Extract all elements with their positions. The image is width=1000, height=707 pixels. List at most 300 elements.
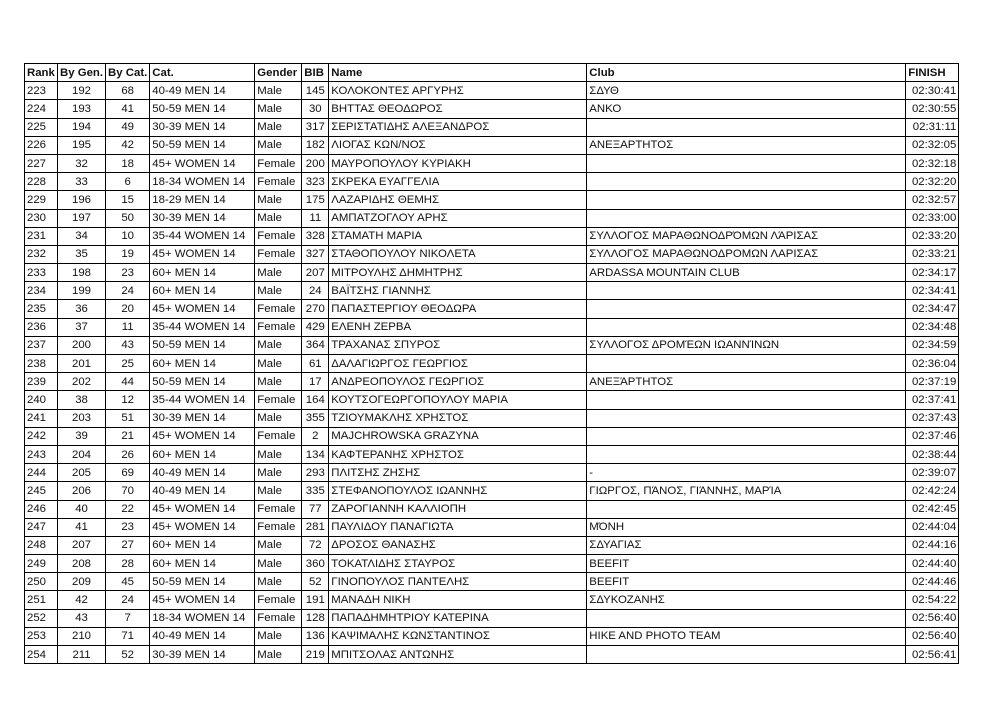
rank-cell: 227 xyxy=(25,154,58,172)
bib-cell: 335 xyxy=(302,482,329,500)
gender-cell: Male xyxy=(255,373,302,391)
finish-time-cell: 02:37:41 xyxy=(906,391,959,409)
finish-time-cell: 02:56:40 xyxy=(906,609,959,627)
by-category-cell: 6 xyxy=(106,173,150,191)
finish-time-cell: 02:33:00 xyxy=(906,209,959,227)
club-cell: BEEFIT xyxy=(587,555,906,573)
header-gender: Gender xyxy=(255,64,302,82)
table-row xyxy=(25,609,959,627)
finish-time-cell: 02:32:05 xyxy=(906,136,959,154)
club-cell xyxy=(587,191,906,209)
by-category-cell: 69 xyxy=(106,464,150,482)
finish-time-cell: 02:31:11 xyxy=(906,118,959,136)
header-category: Cat. xyxy=(150,64,255,82)
by-gender-cell: 196 xyxy=(58,191,106,209)
by-category-cell: 23 xyxy=(106,264,150,282)
finish-time-cell: 02:54:22 xyxy=(906,591,959,609)
gender-cell: Male xyxy=(255,445,302,463)
club-cell xyxy=(587,173,906,191)
finish-time-cell: 02:37:46 xyxy=(906,427,959,445)
by-category-cell: 70 xyxy=(106,482,150,500)
gender-cell: Female xyxy=(255,518,302,536)
by-category-cell: 52 xyxy=(106,646,150,664)
bib-cell: 17 xyxy=(302,373,329,391)
runner-name-cell: ΖΑΡΟΓΙΑΝΝΗ ΚΑΛΛΙΟΠΗ xyxy=(329,500,587,518)
finish-time-cell: 02:42:45 xyxy=(906,500,959,518)
by-gender-cell: 35 xyxy=(58,245,106,263)
table-row xyxy=(25,336,959,354)
gender-cell: Female xyxy=(255,500,302,518)
runner-name-cell: ΔΑΛΑΓΙΩΡΓΟΣ ΓΕΩΡΓΙΟΣ xyxy=(329,355,587,373)
by-gender-cell: 33 xyxy=(58,173,106,191)
runner-name-cell: ΚΟΛΟΚΟΝΤΕΣ ΑΡΓΥΡΗΣ xyxy=(329,82,587,100)
runner-name-cell: ΕΛΕΝΗ ΖΕΡΒΑ xyxy=(329,318,587,336)
by-gender-cell: 207 xyxy=(58,536,106,554)
bib-cell: 281 xyxy=(302,518,329,536)
rank-cell: 249 xyxy=(25,555,58,573)
rank-cell: 226 xyxy=(25,136,58,154)
table-row xyxy=(25,409,959,427)
by-category-cell: 68 xyxy=(106,82,150,100)
table-row xyxy=(25,591,959,609)
gender-cell: Male xyxy=(255,336,302,354)
club-cell: ΓΙΩΡΓΟΣ, ΠΆΝΟΣ, ΓΙΆΝΝΗΣ, ΜΑΡΊΑ xyxy=(587,482,906,500)
table-row xyxy=(25,245,959,263)
finish-time-cell: 02:33:20 xyxy=(906,227,959,245)
bib-cell: 72 xyxy=(302,536,329,554)
by-gender-cell: 194 xyxy=(58,118,106,136)
rank-cell: 240 xyxy=(25,391,58,409)
club-cell: BEEFIT xyxy=(587,573,906,591)
rank-cell: 250 xyxy=(25,573,58,591)
runner-name-cell: ΣΕΡΙΣΤΑΤΙΔΗΣ ΑΛΕΞΑΝΔΡΟΣ xyxy=(329,118,587,136)
finish-time-cell: 02:56:40 xyxy=(906,627,959,645)
category-cell: 45+ WOMEN 14 xyxy=(150,591,255,609)
gender-cell: Male xyxy=(255,100,302,118)
bib-cell: 328 xyxy=(302,227,329,245)
by-gender-cell: 192 xyxy=(58,82,106,100)
rank-cell: 254 xyxy=(25,646,58,664)
club-cell: ΑΝΕΞΑΡΤΗΤΟΣ xyxy=(587,136,906,154)
category-cell: 18-29 MEN 14 xyxy=(150,191,255,209)
rank-cell: 241 xyxy=(25,409,58,427)
by-gender-cell: 195 xyxy=(58,136,106,154)
by-gender-cell: 42 xyxy=(58,591,106,609)
header-finish: FINISH xyxy=(906,64,959,82)
gender-cell: Male xyxy=(255,282,302,300)
category-cell: 30-39 MEN 14 xyxy=(150,118,255,136)
club-cell xyxy=(587,209,906,227)
by-gender-cell: 37 xyxy=(58,318,106,336)
bib-cell: 270 xyxy=(302,300,329,318)
table-row xyxy=(25,573,959,591)
by-gender-cell: 38 xyxy=(58,391,106,409)
category-cell: 40-49 MEN 14 xyxy=(150,464,255,482)
bib-cell: 317 xyxy=(302,118,329,136)
by-category-cell: 15 xyxy=(106,191,150,209)
by-category-cell: 20 xyxy=(106,300,150,318)
bib-cell: 145 xyxy=(302,82,329,100)
by-gender-cell: 209 xyxy=(58,573,106,591)
gender-cell: Male xyxy=(255,536,302,554)
table-row xyxy=(25,100,959,118)
rank-cell: 245 xyxy=(25,482,58,500)
runner-name-cell: ΣΤΑΘΟΠΟΥΛΟΥ ΝΙΚΟΛΕΤΑ xyxy=(329,245,587,263)
runner-name-cell: ΜΑΥΡΟΠΟΥΛΟΥ ΚΥΡΙΑΚΗ xyxy=(329,154,587,172)
by-gender-cell: 203 xyxy=(58,409,106,427)
category-cell: 35-44 WOMEN 14 xyxy=(150,227,255,245)
runner-name-cell: ΤΟΚΑΤΛΙΔΗΣ ΣΤΑΥΡΟΣ xyxy=(329,555,587,573)
runner-name-cell: ΣΤΑΜΑΤΗ ΜΑΡΙΑ xyxy=(329,227,587,245)
gender-cell: Female xyxy=(255,391,302,409)
header-bib: BIB xyxy=(302,64,329,82)
runner-name-cell: ΛΑΖΑΡΙΔΗΣ ΘΕΜΗΣ xyxy=(329,191,587,209)
bib-cell: 360 xyxy=(302,555,329,573)
runner-name-cell: MAJCHROWSKA GRAZYNA xyxy=(329,427,587,445)
rank-cell: 239 xyxy=(25,373,58,391)
rank-cell: 252 xyxy=(25,609,58,627)
category-cell: 30-39 MEN 14 xyxy=(150,409,255,427)
category-cell: 35-44 WOMEN 14 xyxy=(150,318,255,336)
bib-cell: 323 xyxy=(302,173,329,191)
gender-cell: Female xyxy=(255,300,302,318)
by-gender-cell: 208 xyxy=(58,555,106,573)
results-table xyxy=(24,63,959,664)
category-cell: 30-39 MEN 14 xyxy=(150,646,255,664)
club-cell: ΑΝΚΟ xyxy=(587,100,906,118)
rank-cell: 238 xyxy=(25,355,58,373)
by-gender-cell: 210 xyxy=(58,627,106,645)
table-row xyxy=(25,646,959,664)
category-cell: 35-44 WOMEN 14 xyxy=(150,391,255,409)
bib-cell: 52 xyxy=(302,573,329,591)
table-row xyxy=(25,500,959,518)
by-gender-cell: 202 xyxy=(58,373,106,391)
category-cell: 60+ MEN 14 xyxy=(150,555,255,573)
by-category-cell: 51 xyxy=(106,409,150,427)
runner-name-cell: ΠΑΠΑΔΗΜΗΤΡΙΟΥ ΚΑΤΕΡΙΝΑ xyxy=(329,609,587,627)
bib-cell: 355 xyxy=(302,409,329,427)
finish-time-cell: 02:44:16 xyxy=(906,536,959,554)
header-club: Club xyxy=(587,64,906,82)
bib-cell: 293 xyxy=(302,464,329,482)
bib-cell: 429 xyxy=(302,318,329,336)
by-gender-cell: 40 xyxy=(58,500,106,518)
by-category-cell: 71 xyxy=(106,627,150,645)
finish-time-cell: 02:33:21 xyxy=(906,245,959,263)
runner-name-cell: ΠΑΥΛΙΔΟΥ ΠΑΝΑΓΙΩΤΑ xyxy=(329,518,587,536)
category-cell: 30-39 MEN 14 xyxy=(150,209,255,227)
runner-name-cell: ΓΙΝΟΠΟΥΛΟΣ ΠΑΝΤΕΛΗΣ xyxy=(329,573,587,591)
table-row xyxy=(25,464,959,482)
category-cell: 60+ MEN 14 xyxy=(150,355,255,373)
runner-name-cell: ΒΗΤΤΑΣ ΘΕΟΔΩΡΟΣ xyxy=(329,100,587,118)
table-row xyxy=(25,373,959,391)
table-row xyxy=(25,227,959,245)
header-rank: Rank xyxy=(25,64,58,82)
club-cell xyxy=(587,118,906,136)
by-category-cell: 23 xyxy=(106,518,150,536)
by-category-cell: 27 xyxy=(106,536,150,554)
club-cell: ΣΥΛΛΟΓΟΣ ΜΑΡΑΘΩΝΟΔΡΌΜΩΝ ΛΆΡΙΣΑΣ xyxy=(587,227,906,245)
club-cell xyxy=(587,355,906,373)
by-gender-cell: 32 xyxy=(58,154,106,172)
by-gender-cell: 41 xyxy=(58,518,106,536)
club-cell xyxy=(587,500,906,518)
bib-cell: 200 xyxy=(302,154,329,172)
finish-time-cell: 02:30:55 xyxy=(906,100,959,118)
gender-cell: Female xyxy=(255,154,302,172)
category-cell: 50-59 MEN 14 xyxy=(150,336,255,354)
club-cell: HIKE AND PHOTO TEAM xyxy=(587,627,906,645)
rank-cell: 236 xyxy=(25,318,58,336)
runner-name-cell: ΚΟΥΤΣΟΓΕΩΡΓΟΠΟΥΛΟΥ ΜΑΡΙΑ xyxy=(329,391,587,409)
rank-cell: 232 xyxy=(25,245,58,263)
category-cell: 45+ WOMEN 14 xyxy=(150,300,255,318)
bib-cell: 191 xyxy=(302,591,329,609)
rank-cell: 242 xyxy=(25,427,58,445)
table-row xyxy=(25,482,959,500)
finish-time-cell: 02:44:40 xyxy=(906,555,959,573)
gender-cell: Female xyxy=(255,173,302,191)
table-row xyxy=(25,518,959,536)
bib-cell: 30 xyxy=(302,100,329,118)
runner-name-cell: ΚΑΦΤΕΡΑΝΗΣ ΧΡΗΣΤΟΣ xyxy=(329,445,587,463)
club-cell xyxy=(587,609,906,627)
gender-cell: Male xyxy=(255,646,302,664)
finish-time-cell: 02:34:17 xyxy=(906,264,959,282)
rank-cell: 225 xyxy=(25,118,58,136)
bib-cell: 182 xyxy=(302,136,329,154)
runner-name-cell: ΜΙΤΡΟΥΛΗΣ ΔΗΜΗΤΡΗΣ xyxy=(329,264,587,282)
category-cell: 60+ MEN 14 xyxy=(150,264,255,282)
category-cell: 60+ MEN 14 xyxy=(150,282,255,300)
finish-time-cell: 02:39:07 xyxy=(906,464,959,482)
category-cell: 60+ MEN 14 xyxy=(150,445,255,463)
by-category-cell: 25 xyxy=(106,355,150,373)
rank-cell: 246 xyxy=(25,500,58,518)
bib-cell: 24 xyxy=(302,282,329,300)
by-gender-cell: 198 xyxy=(58,264,106,282)
club-cell: ΣΔΥΑΓΙΑΣ xyxy=(587,536,906,554)
table-row xyxy=(25,154,959,172)
gender-cell: Male xyxy=(255,627,302,645)
by-category-cell: 41 xyxy=(106,100,150,118)
club-cell: ΣΥΛΛΟΓΟΣ ΜΑΡΑΘΩΝΟΔΡΟΜΩΝ ΛΑΡΙΣΑΣ xyxy=(587,245,906,263)
gender-cell: Male xyxy=(255,209,302,227)
by-category-cell: 21 xyxy=(106,427,150,445)
finish-time-cell: 02:32:20 xyxy=(906,173,959,191)
table-row xyxy=(25,627,959,645)
finish-time-cell: 02:44:04 xyxy=(906,518,959,536)
rank-cell: 251 xyxy=(25,591,58,609)
by-category-cell: 42 xyxy=(106,136,150,154)
by-gender-cell: 197 xyxy=(58,209,106,227)
bib-cell: 327 xyxy=(302,245,329,263)
finish-time-cell: 02:42:24 xyxy=(906,482,959,500)
header-by-category: By Cat. xyxy=(106,64,150,82)
table-row xyxy=(25,536,959,554)
club-cell: ΣΔΥΘ xyxy=(587,82,906,100)
rank-cell: 243 xyxy=(25,445,58,463)
club-cell: ΣΥΛΛΟΓΟΣ ΔΡΟΜΈΩΝ ΙΩΑΝΝΊΝΩΝ xyxy=(587,336,906,354)
table-row xyxy=(25,136,959,154)
category-cell: 50-59 MEN 14 xyxy=(150,100,255,118)
club-cell: ΣΔΥΚΟΖΑΝΗΣ xyxy=(587,591,906,609)
club-cell: ΜΌΝΗ xyxy=(587,518,906,536)
by-category-cell: 26 xyxy=(106,445,150,463)
table-row xyxy=(25,173,959,191)
table-row xyxy=(25,209,959,227)
club-cell xyxy=(587,282,906,300)
by-category-cell: 44 xyxy=(106,373,150,391)
table-row xyxy=(25,282,959,300)
bib-cell: 134 xyxy=(302,445,329,463)
gender-cell: Female xyxy=(255,318,302,336)
category-cell: 50-59 MEN 14 xyxy=(150,373,255,391)
by-gender-cell: 200 xyxy=(58,336,106,354)
by-category-cell: 19 xyxy=(106,245,150,263)
bib-cell: 77 xyxy=(302,500,329,518)
header-row xyxy=(25,64,959,82)
bib-cell: 364 xyxy=(302,336,329,354)
by-category-cell: 45 xyxy=(106,573,150,591)
club-cell xyxy=(587,445,906,463)
runner-name-cell: ΠΛΙΤΣΗΣ ΖΗΣΗΣ xyxy=(329,464,587,482)
finish-time-cell: 02:32:18 xyxy=(906,154,959,172)
gender-cell: Male xyxy=(255,136,302,154)
gender-cell: Female xyxy=(255,427,302,445)
bib-cell: 207 xyxy=(302,264,329,282)
category-cell: 50-59 MEN 14 xyxy=(150,136,255,154)
category-cell: 45+ WOMEN 14 xyxy=(150,427,255,445)
table-row xyxy=(25,318,959,336)
runner-name-cell: ΣΚΡΕΚΑ ΕΥΑΓΓΕΛΙΑ xyxy=(329,173,587,191)
table-row xyxy=(25,264,959,282)
by-category-cell: 43 xyxy=(106,336,150,354)
table-row xyxy=(25,355,959,373)
bib-cell: 2 xyxy=(302,427,329,445)
rank-cell: 234 xyxy=(25,282,58,300)
gender-cell: Male xyxy=(255,482,302,500)
bib-cell: 219 xyxy=(302,646,329,664)
by-gender-cell: 43 xyxy=(58,609,106,627)
by-category-cell: 7 xyxy=(106,609,150,627)
rank-cell: 229 xyxy=(25,191,58,209)
gender-cell: Male xyxy=(255,82,302,100)
by-gender-cell: 199 xyxy=(58,282,106,300)
header-name: Name xyxy=(329,64,587,82)
finish-time-cell: 02:44:46 xyxy=(906,573,959,591)
gender-cell: Male xyxy=(255,264,302,282)
runner-name-cell: ΠΑΠΑΣΤΕΡΓΙΟΥ ΘΕΟΔΩΡΑ xyxy=(329,300,587,318)
club-cell: ΑΝΕΞΆΡΤΗΤΟΣ xyxy=(587,373,906,391)
finish-time-cell: 02:30:41 xyxy=(906,82,959,100)
gender-cell: Female xyxy=(255,591,302,609)
runner-name-cell: ΚΑΨΙΜΑΛΗΣ ΚΩΝΣΤΑΝΤΙΝΟΣ xyxy=(329,627,587,645)
by-category-cell: 28 xyxy=(106,555,150,573)
rank-cell: 231 xyxy=(25,227,58,245)
by-gender-cell: 193 xyxy=(58,100,106,118)
category-cell: 45+ WOMEN 14 xyxy=(150,500,255,518)
gender-cell: Female xyxy=(255,245,302,263)
rank-cell: 224 xyxy=(25,100,58,118)
runner-name-cell: ΛΙΟΓΑΣ ΚΩΝ/ΝΟΣ xyxy=(329,136,587,154)
finish-time-cell: 02:37:43 xyxy=(906,409,959,427)
bib-cell: 136 xyxy=(302,627,329,645)
finish-time-cell: 02:36:04 xyxy=(906,355,959,373)
runner-name-cell: ΜΠΙΤΣΟΛΑΣ ΑΝΤΩΝΗΣ xyxy=(329,646,587,664)
header-by-gender: By Gen. xyxy=(58,64,106,82)
category-cell: 40-49 MEN 14 xyxy=(150,627,255,645)
rank-cell: 233 xyxy=(25,264,58,282)
gender-cell: Male xyxy=(255,409,302,427)
by-gender-cell: 211 xyxy=(58,646,106,664)
rank-cell: 253 xyxy=(25,627,58,645)
runner-name-cell: ΣΤΕΦΑΝΟΠΟΥΛΟΣ ΙΩΑΝΝΗΣ xyxy=(329,482,587,500)
club-cell: ARDASSA MOUNTAIN CLUB xyxy=(587,264,906,282)
finish-time-cell: 02:32:57 xyxy=(906,191,959,209)
rank-cell: 228 xyxy=(25,173,58,191)
gender-cell: Male xyxy=(255,355,302,373)
category-cell: 18-34 WOMEN 14 xyxy=(150,609,255,627)
category-cell: 45+ WOMEN 14 xyxy=(150,518,255,536)
by-gender-cell: 39 xyxy=(58,427,106,445)
runner-name-cell: ΤΖΙΟΥΜΑΚΛΗΣ ΧΡΗΣΤΟΣ xyxy=(329,409,587,427)
finish-time-cell: 02:34:41 xyxy=(906,282,959,300)
category-cell: 45+ WOMEN 14 xyxy=(150,154,255,172)
category-cell: 18-34 WOMEN 14 xyxy=(150,173,255,191)
rank-cell: 244 xyxy=(25,464,58,482)
by-category-cell: 50 xyxy=(106,209,150,227)
by-gender-cell: 201 xyxy=(58,355,106,373)
bib-cell: 11 xyxy=(302,209,329,227)
by-category-cell: 24 xyxy=(106,591,150,609)
gender-cell: Male xyxy=(255,118,302,136)
bib-cell: 61 xyxy=(302,355,329,373)
rank-cell: 237 xyxy=(25,336,58,354)
runner-name-cell: ΔΡΟΣΟΣ ΘΑΝΑΣΗΣ xyxy=(329,536,587,554)
runner-name-cell: ΜΑΝΑΔΗ ΝΙΚΗ xyxy=(329,591,587,609)
by-category-cell: 49 xyxy=(106,118,150,136)
gender-cell: Male xyxy=(255,573,302,591)
finish-time-cell: 02:38:44 xyxy=(906,445,959,463)
table-row xyxy=(25,300,959,318)
runner-name-cell: ΒΑΪΤΣΗΣ ΓΙΑΝΝΗΣ xyxy=(329,282,587,300)
club-cell xyxy=(587,427,906,445)
by-category-cell: 10 xyxy=(106,227,150,245)
bib-cell: 175 xyxy=(302,191,329,209)
gender-cell: Male xyxy=(255,191,302,209)
bib-cell: 164 xyxy=(302,391,329,409)
finish-time-cell: 02:34:47 xyxy=(906,300,959,318)
rank-cell: 223 xyxy=(25,82,58,100)
table-row xyxy=(25,445,959,463)
by-gender-cell: 34 xyxy=(58,227,106,245)
gender-cell: Male xyxy=(255,555,302,573)
rank-cell: 235 xyxy=(25,300,58,318)
category-cell: 60+ MEN 14 xyxy=(150,536,255,554)
bib-cell: 128 xyxy=(302,609,329,627)
category-cell: 45+ WOMEN 14 xyxy=(150,245,255,263)
runner-name-cell: ΑΜΠΑΤΖΟΓΛΟΥ ΑΡΗΣ xyxy=(329,209,587,227)
gender-cell: Female xyxy=(255,609,302,627)
category-cell: 40-49 MEN 14 xyxy=(150,482,255,500)
by-category-cell: 18 xyxy=(106,154,150,172)
rank-cell: 247 xyxy=(25,518,58,536)
club-cell xyxy=(587,391,906,409)
by-gender-cell: 205 xyxy=(58,464,106,482)
